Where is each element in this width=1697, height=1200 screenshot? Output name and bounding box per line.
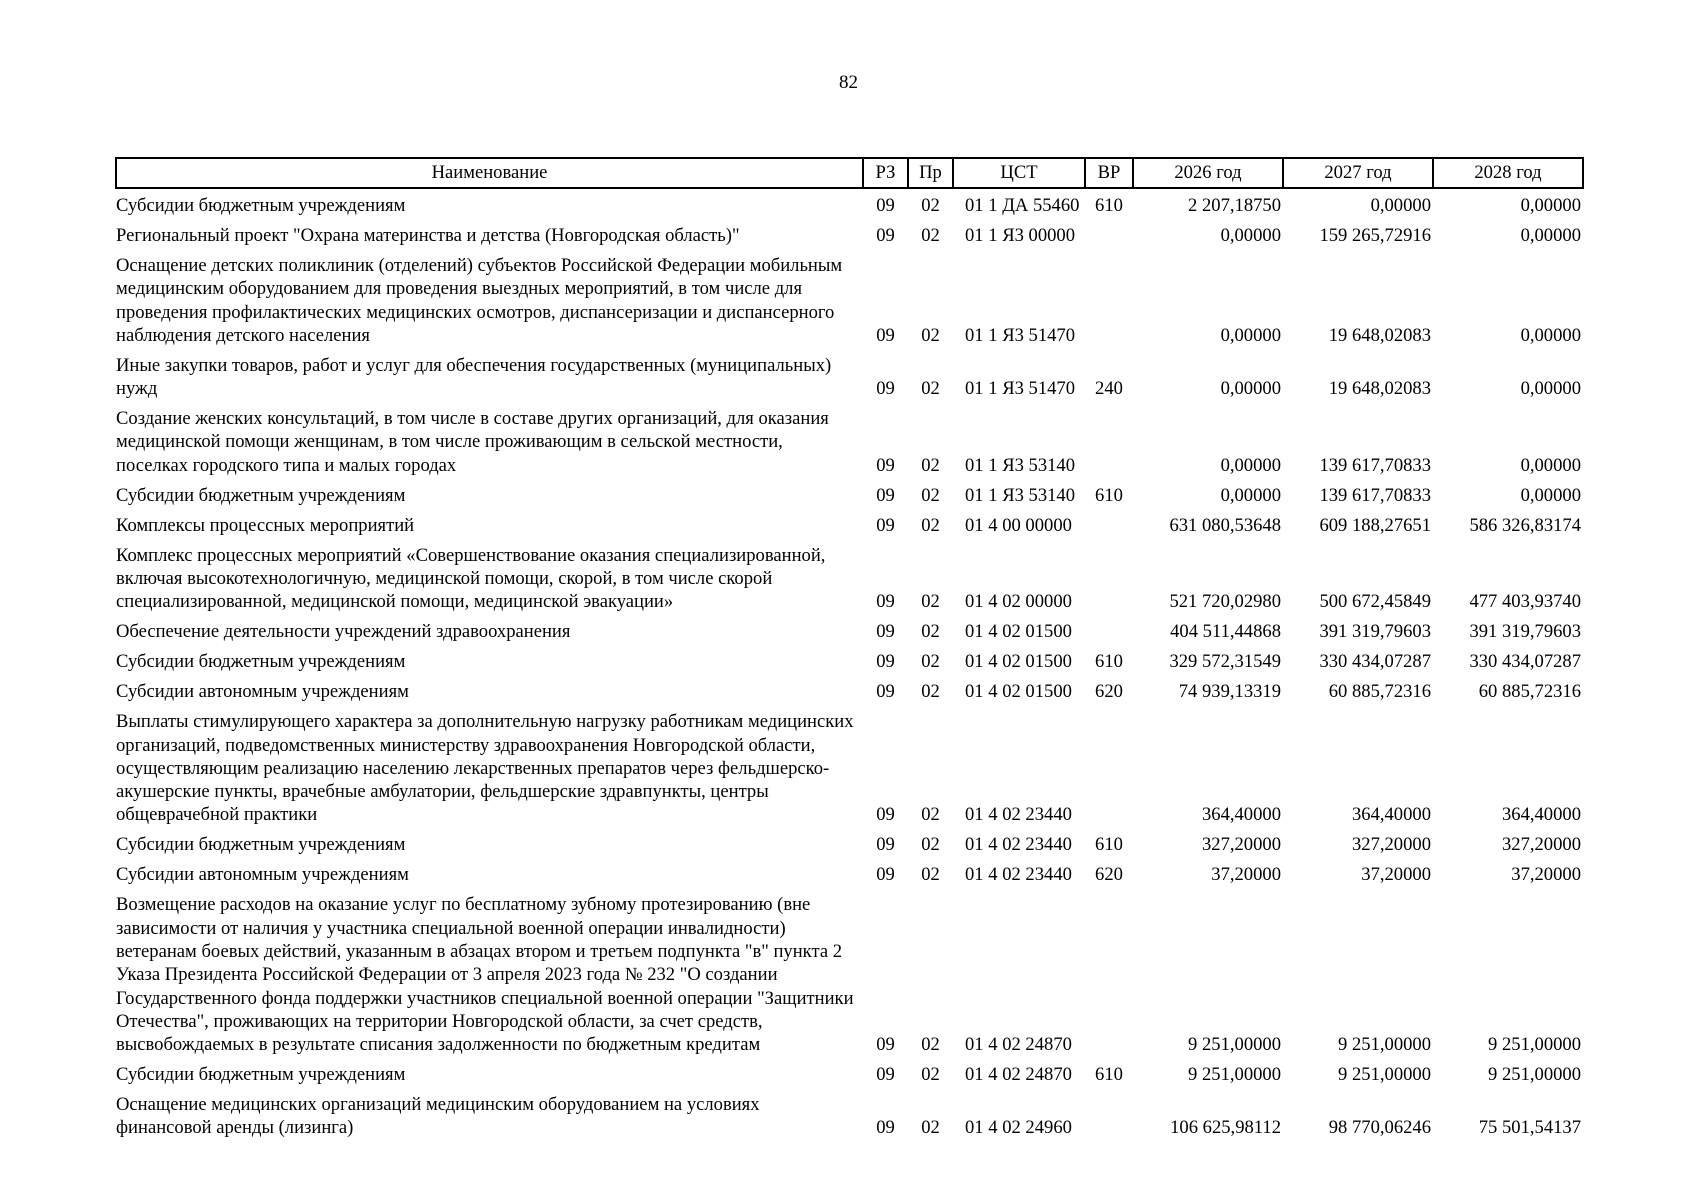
- cell-2027: 9 251,00000: [1338, 1034, 1431, 1056]
- cell-name: Субсидии бюджетным учреждениям: [116, 834, 406, 856]
- table-row: [116, 647, 1583, 677]
- cell-2028: 327,20000: [1501, 834, 1581, 856]
- table-row: [116, 617, 1583, 647]
- header-pr: Пр: [908, 158, 953, 188]
- cell-name: Создание женских консультаций, в том числе в составе других организаций, для оказания медицинской помощи женщинам, в том числе проживающим в сельской местности, поселках городского типа и малых городах: [116, 408, 829, 476]
- cell-name: Возмещение расходов на оказание услуг по бесплатному зубному протезированию (вне зависимости от наличия у участника специальной военной операции инвалидности) ветеранам боевых действий, указанным в абзацах втором и третьем подпункта "в" пункта 2 Указа Президента Российской Федерации от 3 апреля 2023 года № 232 "О создании Государственного фонда поддержки участников специальной военной операции "Защитники Отечества", проживающих на территории Новгородской области, за счет средств, высвобождаемых в результате списания задолженности по бюджетным кредитам: [116, 894, 854, 1056]
- cell-2028: 391 319,79603: [1469, 621, 1581, 643]
- cell-2026: 0,00000: [1220, 484, 1281, 506]
- cell-vr: [1085, 890, 1133, 1060]
- cell-rz: 09: [876, 1117, 895, 1139]
- cell-cst: 01 4 02 00000: [965, 591, 1072, 613]
- cell-vr: [1085, 617, 1133, 647]
- header-vr: ВР: [1085, 158, 1133, 188]
- cell-2027: 60 885,72316: [1328, 681, 1431, 703]
- cell-name: Выплаты стимулирующего характера за дополнительную нагрузку работникам медицинских организаций, подведомственных министерству здравоохранения Новгородской области, осуществляющим реализацию населению лекарственных препаратов через фельдшерско-акушерские пункты, врачебные амбулатории, фельдшерские здравпункты, центры общеврачебной практики: [116, 711, 854, 826]
- table-row: [116, 890, 1583, 1060]
- cell-2026: 0,00000: [1220, 378, 1281, 400]
- cell-2028: 9 251,00000: [1488, 1034, 1581, 1056]
- cell-2027: 159 265,72916: [1319, 224, 1431, 246]
- cell-vr: 620: [1095, 864, 1123, 886]
- cell-pr: 02: [921, 484, 940, 506]
- cell-2026: 74 939,13319: [1178, 681, 1281, 703]
- cell-2028: 0,00000: [1520, 195, 1581, 216]
- table-row: [116, 1060, 1583, 1090]
- cell-2026: 329 572,31549: [1169, 651, 1281, 673]
- table-body: [116, 188, 1583, 1143]
- cell-rz: 09: [876, 378, 895, 400]
- cell-vr: [1085, 251, 1133, 351]
- cell-pr: 02: [921, 591, 940, 613]
- cell-rz: 09: [876, 454, 895, 476]
- cell-2027: 330 434,07287: [1319, 651, 1431, 673]
- cell-cst: 01 1 Я3 51470: [965, 378, 1076, 400]
- cell-rz: 09: [876, 1064, 895, 1086]
- cell-2028: 0,00000: [1520, 378, 1581, 400]
- cell-pr: 02: [921, 681, 940, 703]
- table-row: [116, 677, 1583, 707]
- cell-pr: 02: [921, 324, 940, 346]
- cell-2028: 586 326,83174: [1469, 514, 1581, 536]
- cell-name: Оснащение медицинских организаций медицинским оборудованием на условиях финансовой аренды (лизинга): [116, 1094, 760, 1139]
- cell-name: Комплексы процессных мероприятий: [116, 514, 415, 536]
- cell-2026: 631 080,53648: [1169, 514, 1281, 536]
- cell-vr: 610: [1095, 484, 1123, 506]
- cell-pr: 02: [921, 224, 940, 246]
- cell-pr: 02: [921, 834, 940, 856]
- cell-pr: 02: [921, 514, 940, 536]
- cell-2026: 0,00000: [1220, 454, 1281, 476]
- table-row: [116, 350, 1583, 403]
- cell-name: Иные закупки товаров, работ и услуг для обеспечения государственных (муниципальных) нужд: [116, 354, 832, 400]
- cell-name: Субсидии бюджетным учреждениям: [116, 195, 406, 216]
- cell-vr: [1085, 404, 1133, 481]
- cell-cst: 01 1 Я3 00000: [965, 224, 1076, 246]
- cell-rz: 09: [876, 651, 895, 673]
- cell-name: Субсидии автономным учреждениям: [116, 681, 409, 703]
- cell-2028: 60 885,72316: [1478, 681, 1581, 703]
- table-row: [116, 860, 1583, 890]
- cell-rz: 09: [876, 864, 895, 886]
- cell-pr: 02: [921, 195, 940, 216]
- cell-2027: 327,20000: [1351, 834, 1431, 856]
- table-row: [116, 707, 1583, 830]
- cell-2027: 391 319,79603: [1319, 621, 1431, 643]
- cell-2027: 139 617,70833: [1319, 454, 1431, 476]
- cell-vr: [1085, 221, 1133, 251]
- cell-rz: 09: [876, 834, 895, 856]
- cell-2028: 0,00000: [1520, 454, 1581, 476]
- cell-pr: 02: [921, 1064, 940, 1086]
- header-2027: 2027 год: [1283, 158, 1433, 188]
- cell-2028: 75 501,54137: [1478, 1117, 1581, 1139]
- cell-2026: 521 720,02980: [1169, 591, 1281, 613]
- cell-vr: 610: [1095, 834, 1123, 856]
- cell-pr: 02: [921, 454, 940, 476]
- table-row: [116, 540, 1583, 617]
- cell-cst: 01 4 02 01500: [965, 651, 1072, 673]
- cell-2028: 9 251,00000: [1488, 1064, 1581, 1086]
- cell-2026: 106 625,98112: [1170, 1117, 1281, 1139]
- cell-vr: 240: [1095, 378, 1123, 400]
- cell-cst: 01 4 02 23440: [965, 864, 1072, 886]
- cell-cst: 01 4 02 24870: [965, 1034, 1072, 1056]
- cell-2026: 327,20000: [1201, 834, 1281, 856]
- cell-name: Оснащение детских поликлиник (отделений) субъектов Российской Федерации мобильным медицинским оборудованием для проведения выездных мероприятий, в том числе для проведения профилактических медицинских осмотров, диспансеризации и диспансерного наблюдения детского населения: [116, 254, 843, 346]
- cell-pr: 02: [921, 651, 940, 673]
- cell-rz: 09: [876, 195, 895, 216]
- cell-pr: 02: [921, 621, 940, 643]
- cell-2028: 0,00000: [1520, 324, 1581, 346]
- cell-cst: 01 4 00 00000: [965, 514, 1072, 536]
- cell-vr: 610: [1095, 651, 1123, 673]
- cell-2027: 9 251,00000: [1338, 1064, 1431, 1086]
- cell-vr: 610: [1095, 1064, 1123, 1086]
- cell-rz: 09: [876, 804, 895, 826]
- header-2028: 2028 год: [1433, 158, 1583, 188]
- budget-table: [115, 157, 1584, 1143]
- cell-vr: [1085, 1090, 1133, 1143]
- cell-vr: [1085, 510, 1133, 540]
- cell-pr: 02: [921, 1034, 940, 1056]
- cell-cst: 01 4 02 23440: [965, 834, 1072, 856]
- cell-cst: 01 4 02 24960: [965, 1117, 1072, 1139]
- table-row: [116, 1090, 1583, 1143]
- cell-2026: 9 251,00000: [1188, 1034, 1281, 1056]
- cell-pr: 02: [921, 1117, 940, 1139]
- cell-cst: 01 1 Я3 53140: [965, 484, 1076, 506]
- cell-vr: [1085, 707, 1133, 830]
- cell-rz: 09: [876, 1034, 895, 1056]
- cell-2026: 0,00000: [1220, 324, 1281, 346]
- page-number: 82: [839, 72, 858, 93]
- cell-cst: 01 4 02 01500: [965, 621, 1072, 643]
- cell-2027: 0,00000: [1370, 195, 1431, 216]
- cell-rz: 09: [876, 681, 895, 703]
- cell-name: Обеспечение деятельности учреждений здравоохранения: [116, 621, 571, 643]
- cell-pr: 02: [921, 804, 940, 826]
- cell-2027: 364,40000: [1351, 804, 1431, 826]
- cell-cst: 01 4 02 24870: [965, 1064, 1072, 1086]
- cell-2026: 364,40000: [1201, 804, 1281, 826]
- cell-cst: 01 1 Я3 51470: [965, 324, 1076, 346]
- cell-name: Субсидии бюджетным учреждениям: [116, 484, 406, 506]
- cell-name: Региональный проект "Охрана материнства и детства (Новгородская область)": [116, 224, 740, 246]
- cell-name: Субсидии бюджетным учреждениям: [116, 651, 406, 673]
- cell-rz: 09: [876, 514, 895, 536]
- table-header: [116, 158, 1583, 188]
- header-row: [116, 158, 1583, 188]
- cell-2026: 0,00000: [1220, 224, 1281, 246]
- cell-cst: 01 1 ДА 55460: [965, 195, 1080, 216]
- header-cst: ЦСТ: [953, 158, 1085, 188]
- cell-2027: 609 188,27651: [1319, 514, 1431, 536]
- cell-name: Субсидии автономным учреждениям: [116, 864, 409, 886]
- cell-rz: 09: [876, 621, 895, 643]
- table-row: [116, 830, 1583, 860]
- cell-2026: 2 207,18750: [1188, 195, 1281, 216]
- table-row: [116, 404, 1583, 481]
- cell-vr: 610: [1095, 195, 1123, 216]
- cell-2028: 0,00000: [1520, 224, 1581, 246]
- cell-rz: 09: [876, 591, 895, 613]
- cell-2026: 9 251,00000: [1188, 1064, 1281, 1086]
- table-row: [116, 188, 1583, 221]
- cell-2028: 364,40000: [1501, 804, 1581, 826]
- cell-2026: 37,20000: [1211, 864, 1281, 886]
- header-2026: 2026 год: [1133, 158, 1283, 188]
- cell-pr: 02: [921, 864, 940, 886]
- cell-2028: 37,20000: [1511, 864, 1581, 886]
- cell-2027: 19 648,02083: [1328, 324, 1431, 346]
- cell-2028: 477 403,93740: [1469, 591, 1581, 613]
- cell-cst: 01 4 02 01500: [965, 681, 1072, 703]
- cell-2027: 37,20000: [1361, 864, 1431, 886]
- cell-rz: 09: [876, 324, 895, 346]
- cell-2026: 404 511,44868: [1170, 621, 1281, 643]
- cell-2027: 500 672,45849: [1319, 591, 1431, 613]
- table-row: [116, 510, 1583, 540]
- cell-pr: 02: [921, 378, 940, 400]
- cell-vr: [1085, 540, 1133, 617]
- header-rz: РЗ: [863, 158, 908, 188]
- cell-name: Комплекс процессных мероприятий «Совершенствование оказания специализированной, включая высокотехнологичную, медицинской помощи, скорой, в том числе скорой специализированной, медицинской помощи, медицинской эвакуации»: [116, 544, 826, 613]
- table-row: [116, 221, 1583, 251]
- cell-2028: 330 434,07287: [1469, 651, 1581, 673]
- cell-name: Субсидии бюджетным учреждениям: [116, 1064, 406, 1086]
- cell-2028: 0,00000: [1520, 484, 1581, 506]
- table-row: [116, 480, 1583, 510]
- cell-rz: 09: [876, 224, 895, 246]
- header-name: Наименование: [116, 158, 863, 188]
- table-row: [116, 251, 1583, 351]
- cell-rz: 09: [876, 484, 895, 506]
- cell-2027: 139 617,70833: [1319, 484, 1431, 506]
- cell-2027: 19 648,02083: [1328, 378, 1431, 400]
- cell-cst: 01 1 Я3 53140: [965, 454, 1076, 476]
- cell-2027: 98 770,06246: [1328, 1117, 1431, 1139]
- cell-cst: 01 4 02 23440: [965, 804, 1072, 826]
- cell-vr: 620: [1095, 681, 1123, 703]
